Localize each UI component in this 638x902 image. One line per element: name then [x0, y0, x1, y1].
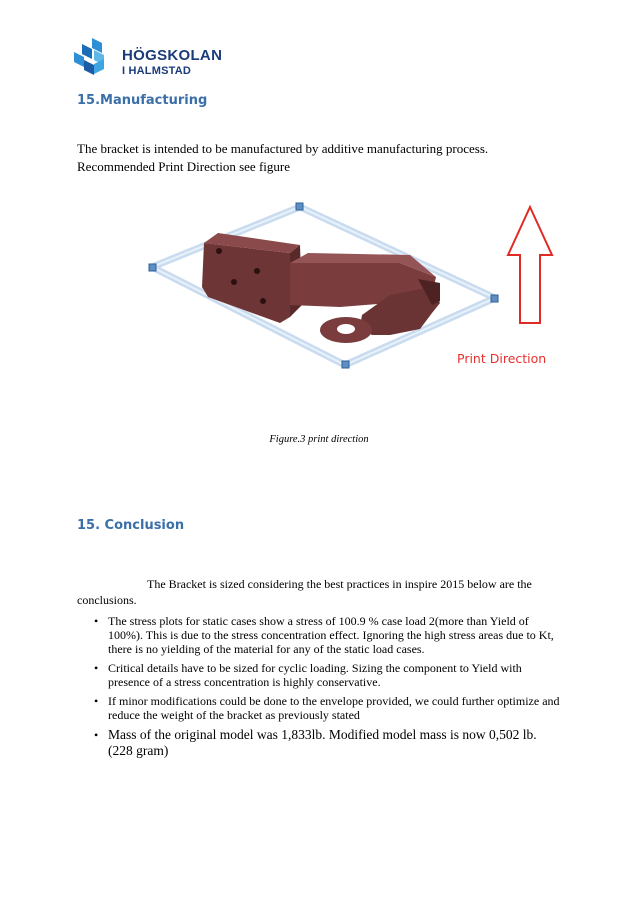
conclusion-intro-line2: conclusions.	[77, 593, 137, 607]
logo-text-line2: I HALMSTAD	[122, 65, 192, 77]
bullet-text: Mass of the original model was 1,833lb. Modified model mass is now 0,502 lb. (228 gram)	[108, 727, 537, 758]
bullet-icon: •	[94, 728, 99, 742]
plate-corner-marker	[342, 361, 349, 368]
bullet-text: Critical details have to be sized for cyclic loading. Sizing the component to Yield with presence of a stress concentration is highly conservative.	[108, 661, 522, 689]
manufacturing-line1: The bracket is intended to be manufactured by additive manufacturing process.	[77, 141, 489, 156]
list-item	[94, 661, 564, 689]
plate-corner-marker	[491, 295, 498, 302]
list-item	[94, 727, 564, 759]
bullet-icon: •	[94, 661, 99, 675]
logo-mark-icon	[74, 38, 114, 78]
figure-caption: Figure.3 print direction	[269, 434, 369, 445]
conclusion-bullet-list	[94, 614, 564, 764]
bullet-icon: •	[94, 614, 99, 628]
list-item	[94, 694, 564, 722]
bullet-text: The stress plots for static cases show a stress of 100.9 % case load 2(more than Yield of 100%). This is due to the stress concentration effect. Ignoring the high stress areas due to Kt, there is no yielding of the material for any of the static load cases.	[108, 614, 554, 656]
bullet-icon: •	[94, 694, 99, 708]
manufacturing-heading: 15.Manufacturing	[77, 93, 208, 108]
conclusion-intro-line1: The Bracket is sized considering the best practices in inspire 2015 below are the	[147, 577, 532, 591]
university-logo	[74, 38, 223, 80]
plate-corner-marker	[149, 264, 156, 271]
manufacturing-line2: Recommended Print Direction see figure	[77, 159, 290, 174]
print-direction-arrow-icon	[508, 207, 552, 323]
print-direction-label: Print Direction	[457, 351, 547, 366]
logo-text-line1: HÖGSKOLAN	[122, 47, 223, 64]
plate-corner-marker	[296, 203, 303, 210]
conclusion-heading: 15. Conclusion	[77, 518, 185, 533]
conclusion-intro	[77, 576, 547, 608]
list-item	[94, 614, 564, 656]
bracket-part	[202, 233, 440, 343]
bullet-text: If minor modifications could be done to the envelope provided, we could further optimize and reduce the weight of the bracket as previously stated	[108, 694, 560, 722]
